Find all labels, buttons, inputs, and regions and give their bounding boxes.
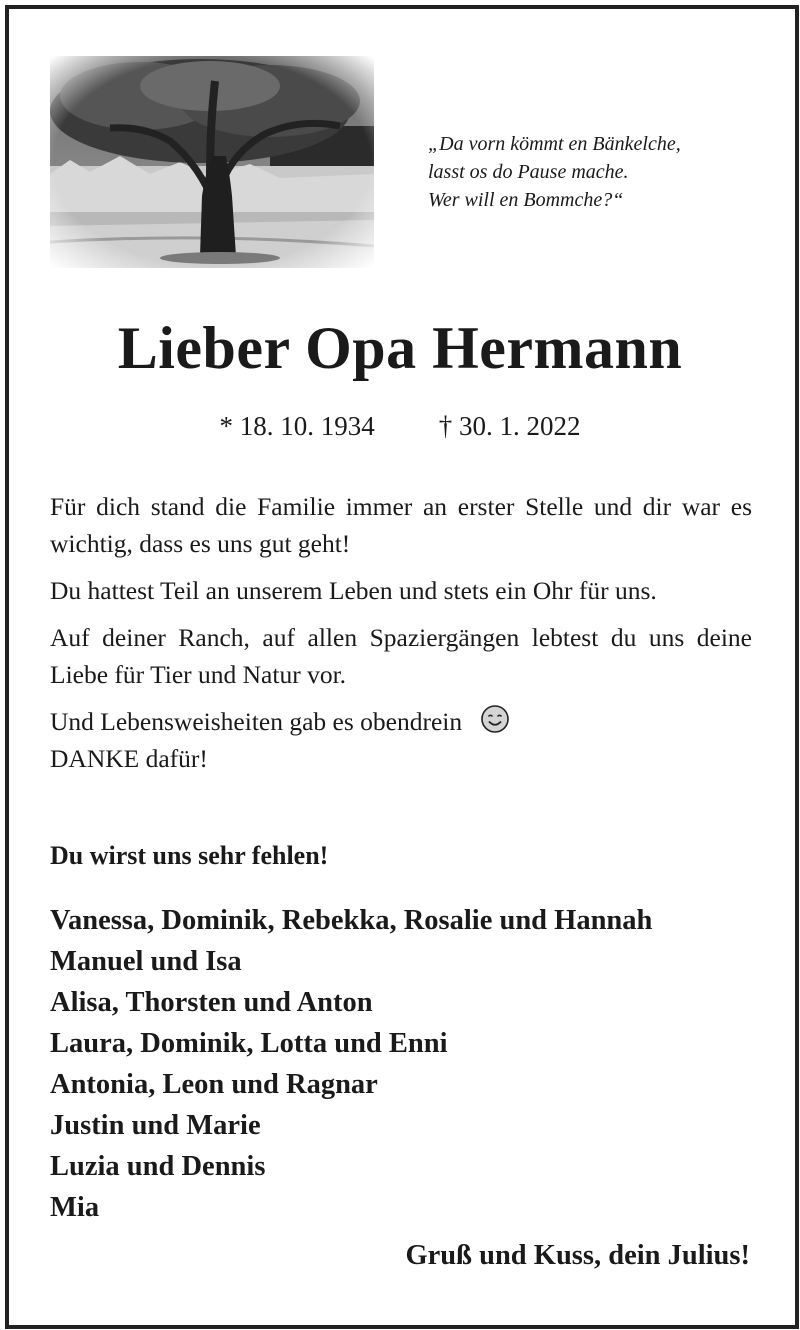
page-title: Lieber Opa Hermann bbox=[117, 315, 683, 381]
mourner-line: Alisa, Thorsten und Anton bbox=[50, 987, 373, 1018]
death-date: † 30. 1. 2022 bbox=[438, 411, 581, 441]
message-paragraph: Für dich stand die Familie immer an erster Stelle und dir war es wichtig, dass es uns gut geht! bbox=[50, 492, 752, 558]
farewell-line: Du wirst uns sehr fehlen! bbox=[50, 841, 329, 870]
mourner-line: Vanessa, Dominik, Rebekka, Rosalie und Hannah bbox=[50, 905, 653, 936]
quote bbox=[428, 130, 768, 214]
mourner-line: Justin und Marie bbox=[50, 1110, 261, 1141]
smiley-icon bbox=[480, 704, 510, 734]
quote-line: Wer will en Bommche?“ bbox=[428, 189, 624, 211]
life-dates bbox=[0, 408, 800, 444]
message-paragraph: Auf deiner Ranch, auf allen Spaziergängen lebtest du uns deine Liebe für Tier und Natur vor. bbox=[50, 623, 752, 689]
signoff: Gruß und Kuss, dein Julius! bbox=[405, 1240, 750, 1271]
mourner-line: Antonia, Leon und Ragnar bbox=[50, 1069, 378, 1100]
closing-line: Und Lebensweisheiten gab es obendrein bbox=[50, 707, 463, 736]
quote-line: „Da vorn kömmt en Bänkelche, bbox=[428, 133, 681, 155]
tree-photo bbox=[50, 56, 374, 268]
mourner-line: Manuel und Isa bbox=[50, 946, 242, 977]
message-paragraph: Du hattest Teil an unserem Leben und stets ein Ohr für uns. bbox=[50, 576, 657, 605]
quote-line: lasst os do Pause mache. bbox=[428, 161, 629, 183]
closing-paragraph bbox=[50, 703, 752, 777]
mourner-line: Laura, Dominik, Lotta und Enni bbox=[50, 1028, 448, 1059]
closing-line: DANKE dafür! bbox=[50, 744, 208, 773]
mourner-line: Mia bbox=[50, 1192, 100, 1223]
birth-date: * 18. 10. 1934 bbox=[219, 411, 375, 441]
mourner-line: Luzia und Dennis bbox=[50, 1151, 266, 1182]
mourners-list bbox=[50, 900, 652, 1228]
message-body bbox=[50, 488, 752, 787]
